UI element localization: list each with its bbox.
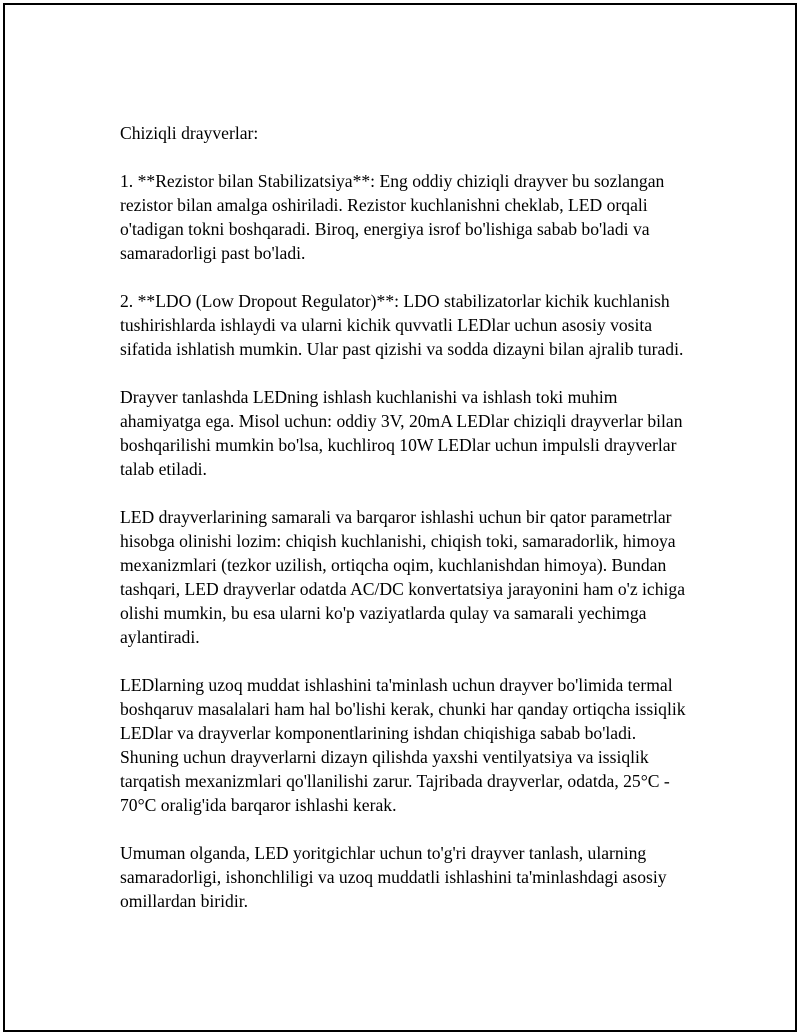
paragraph-thermal: LEDlarning uzoq muddat ishlashini ta'minlash uchun drayver bo'limida termal boshqaruv masalalari ham hal bo'lishi kerak, chunki har qanday ortiqcha issiqlik LEDlar va drayverlar komponentlarining ishdan chiqishiga sabab bo'ladi. Shuning uchun drayverlarni dizayn qilishda yaxshi ventilyatsiya va issiqlik tarqatish mexanizmlari qo'llanilishi zarur. Tajribada drayverlar, odatda, 25°C - 70°C oralig'ida barqaror ishlashi kerak. [120, 675, 686, 815]
paragraph-ldo: 2. **LDO (Low Dropout Regulator)**: LDO stabilizatorlar kichik kuchlanish tushirishlarda ishlaydi va ularni kichik quvvatli LEDlar uchun asosiy vosita sifatida ishlatish mumkin. Ular past qizishi va sodda dizayni bilan ajralib turadi. [120, 291, 684, 359]
paragraph-resistor: 1. **Rezistor bilan Stabilizatsiya**: Eng oddiy chiziqli drayver bu sozlangan rezistor bilan amalga oshiriladi. Rezistor kuchlanishni cheklab, LED orqali o'tadigan tokni boshqaradi. Biroq, energiya isrof bo'lishiga sabab bo'ladi va samaradorligi past bo'ladi. [120, 171, 665, 263]
document-body [120, 121, 690, 937]
paragraph-driver-selection: Drayver tanlashda LEDning ishlash kuchlanishi va ishlash toki muhim ahamiyatga ega. Misol uchun: oddiy 3V, 20mA LEDlar chiziqli drayverlar bilan boshqarilishi mumkin bo'lsa, kuchliroq 10W LEDlar uchun impulsli drayverlar talab etiladi. [120, 387, 683, 479]
document-heading: Chiziqli drayverlar: [120, 123, 259, 143]
paragraph-parameters: LED drayverlarining samarali va barqaror ishlashi uchun bir qator parametrlar hisobga olinishi lozim: chiqish kuchlanishi, chiqish toki, samaradorlik, himoya mexanizmlari (tezkor uzilish, ortiqcha oqim, kuchlanishdan himoya). Bundan tashqari, LED drayverlar odatda AC/DC konvertatsiya jarayonini ham o'z ichiga olishi mumkin, bu esa ularni ko'p vaziyatlarda qulay va samarali yechimga aylantiradi. [120, 507, 686, 647]
document-page [3, 3, 797, 1032]
paragraph-conclusion: Umuman olganda, LED yoritgichlar uchun to'g'ri drayver tanlash, ularning samaradorligi, ishonchliligi va uzoq muddatli ishlashini ta'minlashdagi asosiy omillardan biridir. [120, 843, 667, 911]
